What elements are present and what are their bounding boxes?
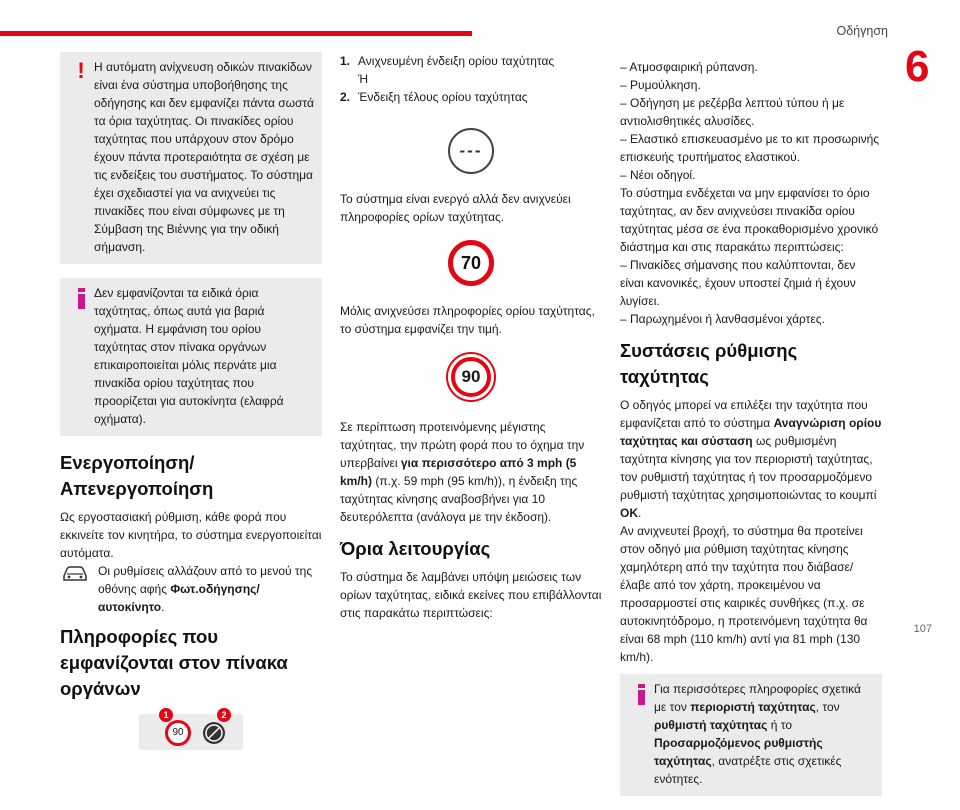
list-number: 1. (340, 54, 351, 68)
heading-displayed-info: Πληροφορίες που εμφανίζονται στον πίνακα οργάνων (60, 626, 288, 699)
heading-activation: Ενεργοποίηση/ Απενεργοποίηση (60, 452, 214, 499)
speed-sign-illustration: 90 (165, 720, 191, 746)
callout-badge-2: 2 (217, 708, 231, 722)
no-limit-detected-sign: --- (448, 128, 494, 174)
list-number: 2. (340, 90, 351, 104)
header-accent-bar (0, 31, 472, 36)
ref-cruise: ρυθμιστή ταχύτητας (654, 718, 768, 732)
bullet-item: – Παρωχημένοι ή λανθασμένοι χάρτες. (620, 312, 825, 326)
ref-adaptive-cruise: Προσαρμοζόμενος ρυθμιστής ταχύτητας (654, 736, 823, 768)
ok-button-label: ΟΚ (620, 506, 638, 520)
recommendation-paragraph (620, 396, 882, 522)
list-text: Ένδειξη τέλους ορίου ταχύτητας (358, 90, 528, 104)
heading-speed-recommendations: Συστάσεις ρύθμισης ταχύτητας (620, 340, 798, 387)
ref-text-d: ή το (767, 718, 793, 732)
references-text (654, 680, 874, 788)
bullet-item: – Νέοι οδηγοί. (620, 168, 696, 182)
callout-badge-1: 1 (159, 708, 173, 722)
heading-operating-limits: Όρια λειτουργίας (340, 538, 491, 559)
bullet-item: – Ελαστικό επισκευασμένο με το κιτ προσωρινής επισκευής τρυπήματος ελαστικού. (620, 132, 880, 164)
info-box-references (620, 674, 882, 796)
no-display-paragraph: Το σύστημα ενδέχεται να μην εμφανίσει το όριο ταχύτητας, αν δεν ανιχνεύσει πινακίδα ορίου ταχύτητας μέσα σε ένα προκαθορισμένο χρονικό διάστημα και στις παρακάτω περιπτώσεις: (620, 186, 879, 254)
rec-text-b: ως ρυθμισμένη ταχύτητα κίνησης για τον περιοριστή ταχύτητας, τον ρυθμιστή ταχύτητας ή τον προσαρμοζόμενο ρυθμιστή ταχύτητας χρησιμοποιώντας το κουμπί (620, 434, 877, 502)
instrument-panel-illustration (139, 710, 243, 750)
ref-limiter: περιοριστή ταχύτητας (690, 700, 816, 714)
speed-limit-90-blinking-sign (446, 352, 496, 402)
warning-box (60, 52, 322, 264)
overspeed-text-b: (π.χ. 59 mph (95 km/h)), η ένδειξη της ταχύτητας κίνησης αναβοσβήνει για 10 δευτερόλεπτα (ανάλογα με την έκδοση). (340, 474, 578, 524)
settings-text: Οι ρυθμίσεις αλλάζουν από το μενού της οθόνης αφής (98, 564, 313, 596)
column-2 (340, 52, 602, 622)
ref-text-a: Για περισσότερες πληροφορίες σχετικά με τον (654, 682, 861, 714)
info-icon (637, 684, 646, 704)
detected-paragraph: Μόλις ανιχνεύσει πληροφορίες ορίου ταχύτητας, το σύστημα εμφανίζει την τιμή. (340, 304, 595, 336)
list-item (340, 88, 602, 106)
sign-90-value: 90 (451, 357, 491, 397)
column-1 (60, 52, 322, 750)
no-info-paragraph: Το σύστημα είναι ενεργό αλλά δεν ανιχνεύει πληροφορίες ορίων ταχύτητας. (340, 192, 571, 224)
list-item (340, 52, 602, 88)
bullet-item: – Ρυμούλκηση. (620, 78, 701, 92)
rain-paragraph: Αν ανιχνευτεί βροχή, το σύστημα θα προτείνει στον οδηγό μια ρύθμιση ταχύτητας κίνησης χαμηλότερη από την ταχύτητα που διάβασε/έλαβε από τον χάρτη, προκειμένου να προσαρμοστεί στις καιρικές συνθήκες (π.χ. σε αυτοκινητόδρομο, η προτεινόμενη ταχύτητα θα είναι 68 mph (110 km/h) αντί για 81 mph (130 km/h). (620, 524, 868, 664)
bullet-item: – Ατμοσφαιρική ρύπανση. (620, 60, 758, 74)
rec-text-a: Ο οδηγός μπορεί να επιλέξει την ταχύτητα που εμφανίζεται από το σύστημα (620, 398, 868, 430)
rec-text-c: . (638, 506, 642, 520)
warning-text: Η αυτόματη ανίχνευση οδικών πινακίδων είναι ένα σύστημα υποβοήθησης της οδήγησης και δεν εμφανίζει πάντα σωστά τα όρια ταχύτητας. Οι πινακίδες ορίου ταχύτητας που υπάρχουν στον δρόμο έχουν πάντα προτεραιότητα σε σχέση με τις ενδείξεις του συστήματος. Το σύστημα έχει σχεδιαστεί για να ανιχνεύει τις πινακίδες που είναι σύμφωνες με τη Σύμβαση της Βιέννης για την οδική σήμανση. (94, 60, 314, 254)
bullet-item: – Οδήγηση με ρεζέρβα λεπτού τύπου ή με αντιολισθητικές αλυσίδες. (620, 96, 845, 128)
info-box (60, 278, 322, 436)
rec-system-name: Αναγνώριση ορίου ταχύτητας και σύσταση (620, 416, 882, 448)
ref-text-c: , τον (815, 700, 840, 714)
bullet-item: – Πινακίδες σήμανσης που καλύπτονται, δεν είναι κανονικές, έχουν υποστεί ζημιά ή έχουν λυγίσει. (620, 258, 856, 308)
column-3 (620, 58, 882, 810)
page-number: 107 (913, 623, 932, 635)
speed-limit-70-sign: 70 (448, 240, 494, 286)
list-or: Ή (358, 72, 369, 86)
overspeed-text-a: Σε περίπτωση προτεινόμενης μέγιστης ταχύτητας, την πρώτη φορά που το όχημα την υπερβαίνει (340, 420, 585, 470)
settings-suffix: . (161, 600, 165, 614)
settings-menu-path: Φωτ.οδήγησης/αυτοκίνητο (98, 582, 260, 614)
overspeed-threshold: για περισσότερο από 3 mph (5 km/h) (340, 456, 577, 488)
end-of-limit-icon (203, 722, 225, 744)
car-settings-icon (60, 562, 90, 584)
list-text: Ανιχνευμένη ένδειξη ορίου ταχύτητας (358, 54, 555, 68)
ref-text-e: , ανατρέξτε στις σχετικές ενότητες. (654, 754, 842, 786)
chapter-number: 6 (905, 42, 930, 91)
limits-paragraph: Το σύστημα δε λαμβάνει υπόψη μειώσεις των ορίων ταχύτητας, ειδικά εκείνες που επιβάλλονται στις παρακάτω περιπτώσεις: (340, 570, 602, 620)
info-text: Δεν εμφανίζονται τα ειδικά όρια ταχύτητας, όπως αυτά για βαριά οχήματα. Η εμφάνιση του ορίου ταχύτητας στον πίνακα οργάνων επικαιροποιείται μόλις περνάτε μια πινακίδα ορίου ταχύτητας που προορίζεται για αυτοκίνητα (ελαφρά οχήματα). (94, 286, 284, 426)
overspeed-paragraph (340, 418, 602, 526)
activation-paragraph: Ως εργοστασιακή ρύθμιση, κάθε φορά που εκκινείτε τον κινητήρα, το σύστημα ενεργοποιείται αυτόματα. (60, 510, 322, 560)
page-header-title: Οδήγηση (836, 24, 888, 38)
warning-exclamation-icon: ! (77, 58, 85, 83)
info-icon (77, 288, 86, 308)
